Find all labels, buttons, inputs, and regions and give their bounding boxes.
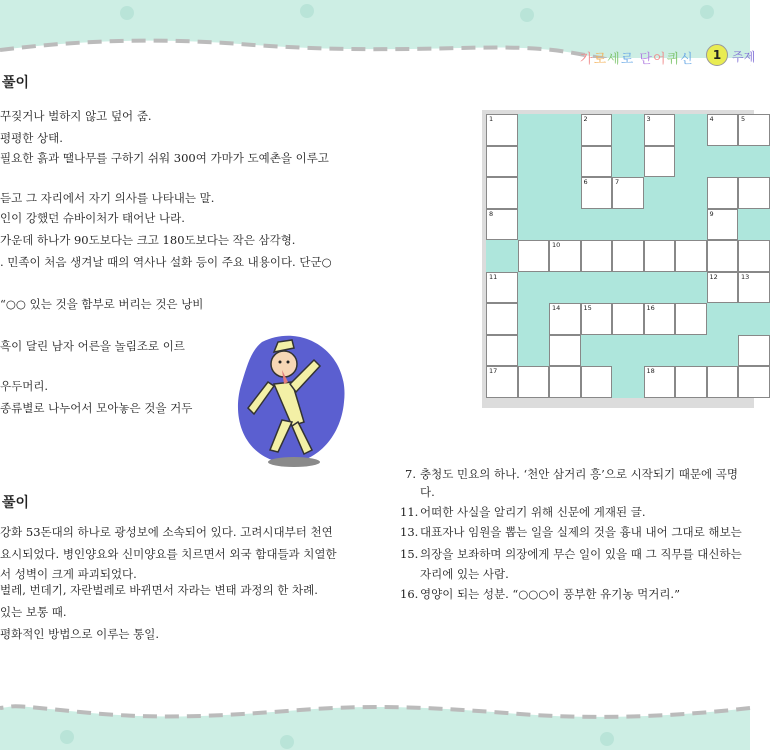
grid-cell[interactable]	[518, 366, 550, 398]
grid-cell-number: 3	[646, 115, 651, 123]
grid-cell[interactable]	[486, 303, 518, 335]
grid-cell-blocked	[675, 209, 707, 241]
grid-cell[interactable]	[644, 114, 676, 146]
grid-cell-number: 14	[552, 304, 561, 312]
paw-decoration	[280, 735, 294, 749]
grid-cell-number: 18	[646, 367, 655, 375]
down-clue-text: 있는 보통 때.	[0, 605, 67, 619]
paw-decoration	[700, 5, 714, 19]
clue-text: 의장을 보좌하며 의장에게 무슨 일이 있을 때 그 직무를 대신하는	[420, 547, 742, 561]
grid-cell[interactable]	[738, 114, 770, 146]
grid-cell[interactable]	[644, 303, 676, 335]
grid-cell[interactable]	[707, 366, 739, 398]
right-clue-line	[400, 546, 742, 562]
grid-cell-blocked	[549, 177, 581, 209]
grid-cell-number: 2	[583, 115, 588, 123]
title-char: 신	[680, 52, 694, 67]
grid-cell[interactable]	[738, 240, 770, 272]
right-clue-line	[400, 484, 435, 500]
grid-cell[interactable]	[549, 303, 581, 335]
grid-cell-blocked	[675, 335, 707, 367]
grid-cell-number: 16	[646, 304, 655, 312]
grid-cell[interactable]	[581, 146, 613, 178]
across-clue-text: 꾸짖거나 벌하지 않고 덮어 줌.	[0, 109, 152, 123]
grid-cell-blocked	[738, 146, 770, 178]
across-clue-text: 우두머리.	[0, 379, 49, 393]
grid-cell-blocked	[675, 146, 707, 178]
title-char: 퀴	[666, 52, 681, 67]
chapter-number-badge: 1	[706, 44, 728, 66]
grid-cell[interactable]	[486, 272, 518, 304]
grid-cell[interactable]	[707, 272, 739, 304]
grid-cell-blocked	[518, 272, 550, 304]
grid-cell[interactable]	[549, 366, 581, 398]
grid-cell[interactable]	[486, 209, 518, 241]
grid-cell-number: 17	[489, 367, 498, 375]
down-clue-text: 서 성벽이 크게 파괴되었다.	[0, 567, 137, 581]
grid-cell[interactable]	[612, 240, 644, 272]
grid-cell-blocked	[486, 240, 518, 272]
grid-cell[interactable]	[707, 240, 739, 272]
grid-cell[interactable]	[707, 114, 739, 146]
grid-cell[interactable]	[738, 177, 770, 209]
paw-decoration	[60, 730, 74, 744]
grid-cell-blocked	[581, 209, 613, 241]
grid-cell[interactable]	[581, 114, 613, 146]
clue-text: 영양이 되는 성분. “○○○이 풍부한 유기농 먹거리.”	[420, 587, 680, 601]
grid-cell-number: 9	[709, 209, 714, 218]
title-char: 세	[607, 52, 621, 67]
clue-number: 7.	[405, 467, 416, 481]
grid-cell[interactable]	[644, 146, 676, 178]
grid-cell-number: 15	[583, 304, 592, 312]
right-clue-line	[400, 466, 738, 482]
grid-cell[interactable]	[675, 240, 707, 272]
grid-cell-number: 7	[615, 178, 620, 186]
grid-cell-number: 8	[489, 209, 494, 218]
clue-number: 16.	[400, 587, 419, 601]
clue-text: 대표자나 임원을 뽑는 일을 실제의 것을 흉내 내어 그대로 해보는	[420, 525, 742, 539]
clue-number: 11.	[400, 505, 419, 519]
grid-cell-blocked	[518, 177, 550, 209]
grid-cell-blocked	[675, 272, 707, 304]
grid-cell[interactable]	[675, 303, 707, 335]
grid-cell-number: 4	[709, 115, 714, 123]
grid-cell[interactable]	[707, 209, 739, 241]
grid-cell-number: 10	[552, 241, 561, 249]
title-char: 어	[652, 52, 667, 67]
across-clue-text: “○○ 있는 것을 함부로 버리는 것은 낭비	[0, 297, 204, 311]
grid-cell[interactable]	[738, 335, 770, 367]
clue-number: 15.	[400, 547, 419, 561]
across-clue-text: 종류별로 나누어서 모아놓은 것을 거두	[0, 401, 193, 415]
grid-cell-blocked	[675, 177, 707, 209]
grid-cell-blocked	[518, 209, 550, 241]
down-clue-text: 강화 53돈대의 하나로 광성보에 소속되어 있다. 고려시대부터 천연	[0, 525, 333, 539]
grid-cell-number: 11	[489, 272, 498, 281]
across-clue-text: 인이 강했던 슈바이처가 태어난 나라.	[0, 211, 185, 225]
paw-decoration	[120, 6, 134, 20]
grid-cell-blocked	[612, 114, 644, 146]
grid-cell[interactable]	[486, 177, 518, 209]
grid-cell[interactable]	[675, 366, 707, 398]
grid-cell-blocked	[612, 146, 644, 178]
grid-cell[interactable]	[738, 366, 770, 398]
grid-cell[interactable]	[644, 240, 676, 272]
grid-cell-blocked	[644, 335, 676, 367]
grid-cell[interactable]	[612, 303, 644, 335]
down-clue-text: 평화적인 방법으로 이루는 통일.	[0, 627, 160, 641]
section-title-across: 풀이	[2, 75, 30, 91]
grid-cell[interactable]	[644, 366, 676, 398]
grid-cell-blocked	[738, 303, 770, 335]
across-clue-text: 흑이 달린 남자 어른을 놀림조로 이르	[0, 339, 185, 353]
down-clue-text: 요시되었다. 병인양요와 신미양요를 치르면서 외국 함대들과 치열한	[0, 547, 337, 561]
grid-cell-blocked	[612, 272, 644, 304]
grid-cell[interactable]	[581, 177, 613, 209]
grid-cell-blocked	[549, 272, 581, 304]
right-clue-line	[400, 524, 742, 540]
clue-text: 어떠한 사실을 알리기 위해 신문에 게재된 글.	[420, 505, 646, 519]
bottom-wave-border	[0, 690, 750, 730]
grid-cell-number: 1	[489, 115, 494, 123]
grid-cell-blocked	[518, 303, 550, 335]
section-title-down: 풀이	[2, 495, 30, 511]
across-clue-text: 듣고 그 자리에서 자기 의사를 나타내는 말.	[0, 191, 215, 205]
clue-text: 자리에 있는 사람.	[420, 567, 509, 581]
grid-cell[interactable]	[707, 177, 739, 209]
paw-decoration	[600, 732, 614, 746]
grid-cell-blocked	[518, 114, 550, 146]
title-char: 가	[580, 52, 594, 67]
grid-cell-blocked	[675, 114, 707, 146]
grid-cell-blocked	[707, 303, 739, 335]
right-clue-line	[400, 586, 680, 602]
clue-number: 13.	[400, 525, 419, 539]
clue-text: 충청도 민요의 하나. ‘천안 삼거리 흥’으로 시작되기 때문에 곡명	[420, 467, 738, 481]
grid-cell-blocked	[707, 335, 739, 367]
grid-cell-blocked	[581, 272, 613, 304]
grid-cell-blocked	[612, 335, 644, 367]
across-clue-text: 평평한 상태.	[0, 131, 63, 145]
across-clue-text: . 민족이 처음 생겨날 때의 역사나 설화 등이 주요 내용이다. 단군○	[0, 255, 332, 269]
grid-cell-blocked	[518, 146, 550, 178]
grid-cell[interactable]	[486, 335, 518, 367]
title-char: 로	[593, 52, 608, 67]
grid-cell[interactable]	[549, 335, 581, 367]
grid-cell[interactable]	[612, 177, 644, 209]
grid-cell[interactable]	[581, 366, 613, 398]
grid-cell-blocked	[549, 146, 581, 178]
grid-cell-number: 13	[741, 272, 750, 281]
right-clue-line	[400, 504, 646, 520]
down-clue-text: 벌레, 번데기, 자란벌레로 바뀌면서 자라는 변태 과정의 한 차례.	[0, 583, 318, 597]
grid-cell-blocked	[518, 335, 550, 367]
title-char: 로	[620, 52, 635, 67]
grid-cell[interactable]	[486, 114, 518, 146]
grid-cell[interactable]	[518, 240, 550, 272]
grid-cell-blocked	[612, 209, 644, 241]
grid-cell[interactable]	[549, 240, 581, 272]
grid-cell[interactable]	[581, 240, 613, 272]
right-clue-line	[400, 566, 509, 582]
grid-cell[interactable]	[738, 272, 770, 304]
grid-cell-blocked	[738, 209, 770, 241]
grid-cell-blocked	[581, 335, 613, 367]
grid-cell-blocked	[549, 209, 581, 241]
scholar-illustration	[232, 322, 352, 470]
grid-cell[interactable]	[486, 146, 518, 178]
grid-cell-blocked	[707, 146, 739, 178]
clue-text: 다.	[420, 485, 435, 499]
grid-cell-number: 5	[741, 115, 746, 123]
grid-cell-blocked	[644, 272, 676, 304]
grid-cell-number: 12	[709, 272, 718, 281]
chapter-label: 주제	[732, 50, 756, 64]
across-clue-text: 필요한 흙과 땔나무를 구하기 쉬워 300여 가마가 도예촌을 이루고	[0, 151, 329, 165]
title-char: 단	[634, 52, 653, 67]
grid-cell-number: 6	[583, 178, 588, 186]
grid-cell-blocked	[644, 209, 676, 241]
paw-decoration	[300, 4, 314, 18]
grid-cell-blocked	[612, 366, 644, 398]
page-header-title	[580, 48, 694, 67]
grid-cell-blocked	[644, 177, 676, 209]
across-clue-text: 가운데 하나가 90도보다는 크고 180도보다는 작은 삼각형.	[0, 233, 296, 247]
grid-cell[interactable]	[581, 303, 613, 335]
grid-cell[interactable]	[486, 366, 518, 398]
grid-cell-blocked	[549, 114, 581, 146]
